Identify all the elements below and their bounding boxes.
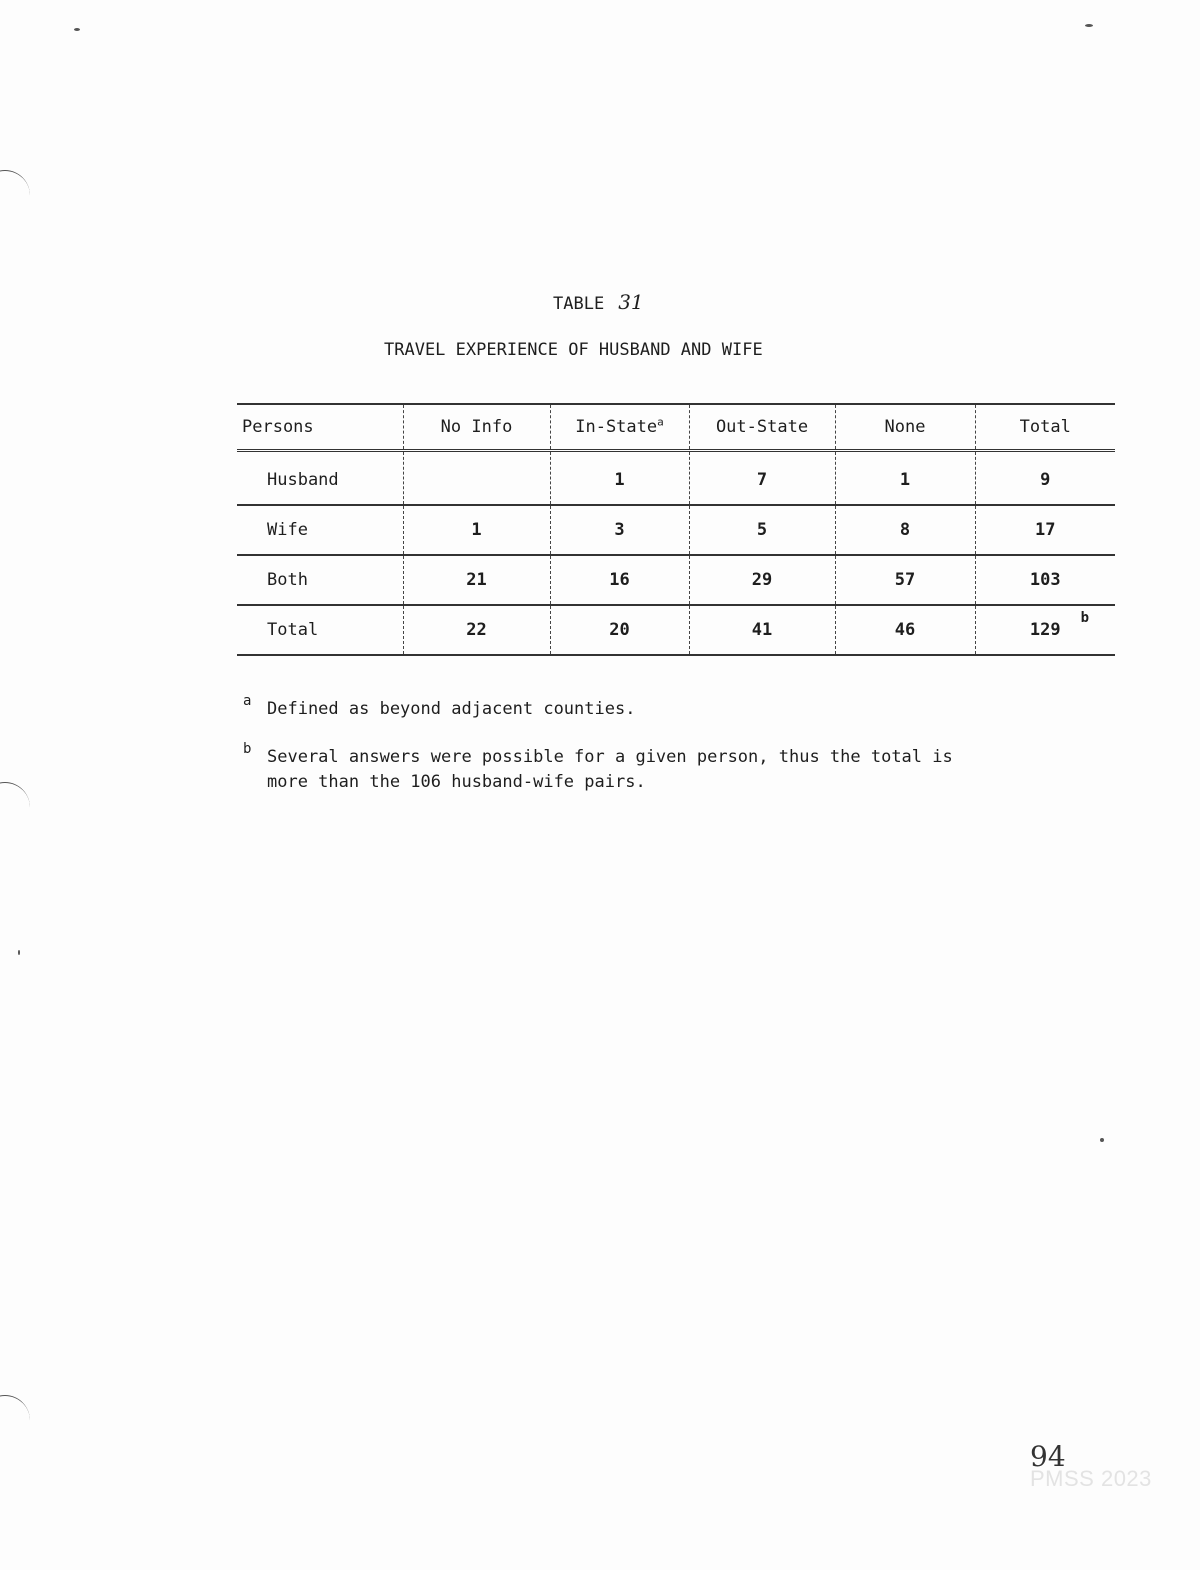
cell-out-state: 5 xyxy=(689,505,835,555)
scan-speck xyxy=(74,28,80,31)
table-header-row xyxy=(237,404,1115,451)
row-label: Wife xyxy=(237,505,403,555)
row-label: Both xyxy=(237,555,403,605)
cell-out-state: 7 xyxy=(689,451,835,506)
cell-out-state: 29 xyxy=(689,555,835,605)
row-label: Husband xyxy=(237,451,403,506)
page-number: 94 xyxy=(1030,1440,1066,1473)
cell-in-state: 20 xyxy=(550,605,689,655)
cell-in-state: 1 xyxy=(550,451,689,506)
grand-total-value: 129 xyxy=(1029,620,1061,640)
column-header: Persons xyxy=(237,404,403,451)
column-header: No Info xyxy=(403,404,550,451)
cell-no-info: 22 xyxy=(403,605,550,655)
table-row xyxy=(237,505,1115,555)
row-label: Total xyxy=(237,605,403,655)
table-title: TRAVEL EXPERIENCE OF HUSBAND AND WIFE xyxy=(384,340,763,360)
footnote-marker: b xyxy=(243,741,252,757)
footnote-marker: a xyxy=(657,415,664,429)
table-number: 31 xyxy=(618,290,644,314)
scan-speck xyxy=(1085,24,1093,27)
column-header-instate xyxy=(550,404,689,451)
table-row xyxy=(237,451,1115,506)
travel-experience-table xyxy=(237,403,1115,656)
footnote-marker: a xyxy=(243,693,252,709)
cell-in-state: 16 xyxy=(550,555,689,605)
punch-hole-mark xyxy=(0,1395,30,1446)
footnote-a xyxy=(243,693,636,722)
table-label-text: TABLE xyxy=(553,294,605,314)
column-header: None xyxy=(835,404,975,451)
punch-hole-mark xyxy=(0,782,30,833)
cell-no-info: 21 xyxy=(403,555,550,605)
cell-grand-total xyxy=(975,605,1115,655)
footnote-text-block xyxy=(267,745,953,795)
cell-no-info: 1 xyxy=(403,505,550,555)
cell-in-state: 3 xyxy=(550,505,689,555)
cell-none: 46 xyxy=(835,605,975,655)
footnote-text-line: more than the 106 husband-wife pairs. xyxy=(267,772,646,792)
cell-total: 103 xyxy=(975,555,1115,605)
table-row-total xyxy=(237,605,1115,655)
scan-speck xyxy=(1100,1138,1104,1142)
column-header-text: In-State xyxy=(575,417,658,437)
cell-total: 9 xyxy=(975,451,1115,506)
footnote-b xyxy=(243,741,953,795)
watermark: PMSS 2023 xyxy=(1030,1466,1152,1491)
column-header: Out-State xyxy=(689,404,835,451)
cell-no-info xyxy=(403,451,550,506)
cell-none: 57 xyxy=(835,555,975,605)
punch-hole-mark xyxy=(0,170,30,221)
cell-total: 17 xyxy=(975,505,1115,555)
footnote-marker: b xyxy=(1080,610,1089,626)
footnote-text: Defined as beyond adjacent counties. xyxy=(267,699,636,719)
cell-none: 8 xyxy=(835,505,975,555)
cell-none: 1 xyxy=(835,451,975,506)
table-label xyxy=(553,290,644,314)
footnote-text-line: Several answers were possible for a given person, thus the total is xyxy=(267,747,953,767)
column-header: Total xyxy=(975,404,1115,451)
cell-out-state: 41 xyxy=(689,605,835,655)
table-row xyxy=(237,555,1115,605)
scan-speck xyxy=(18,950,20,955)
